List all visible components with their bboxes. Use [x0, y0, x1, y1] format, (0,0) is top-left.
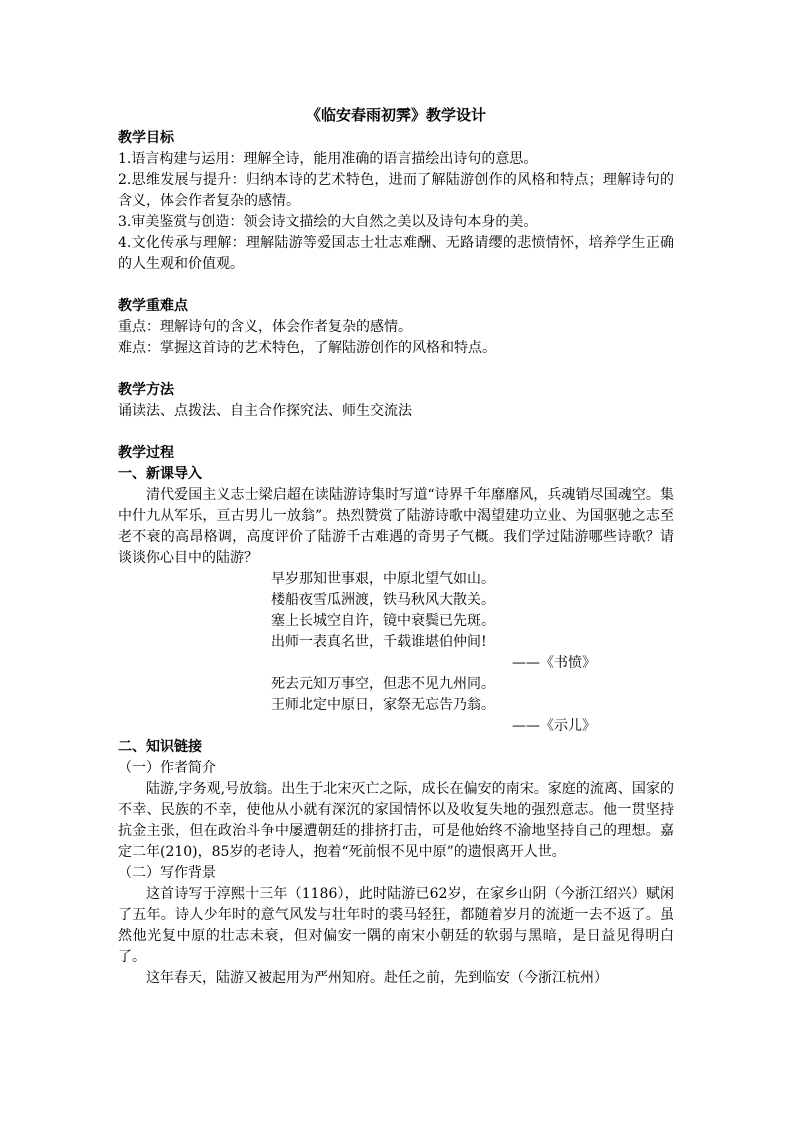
methods-heading: 教学方法: [118, 382, 174, 398]
poem-line: 出师一表真名世，千载谁堪伯仲间!: [271, 634, 487, 650]
background-paragraph: 这年春天，陆游又被起用为严州知府。赴任之前，先到临安（今浙江杭州）: [146, 970, 608, 986]
subsection-heading: （二）写作背景: [118, 865, 216, 881]
objective-item: 4.文化传承与理解：理解陆游等爱国志士壮志难酬、无路请缨的悲愤情怀，培养学生正确的人生观和价值观。: [118, 235, 674, 272]
poem-line: 死去元知万事空，但悲不见九州同。: [271, 676, 495, 692]
document-page: [118, 104, 674, 989]
methods-text: 诵读法、点拨法、自主合作探究法、师生交流法: [118, 403, 412, 419]
process-heading: 教学过程: [118, 445, 174, 461]
document-title: 《临安春雨初霁》教学设计: [305, 106, 486, 124]
key-point-focus: 重点：理解诗句的含义，体会作者复杂的感情。: [118, 319, 412, 335]
poem-line: 楼船夜雪瓜洲渡，铁马秋风大散关。: [271, 592, 495, 608]
poem-line: 王师北定中原日，家祭无忘告乃翁。: [271, 697, 495, 713]
poem-source: ——《书愤》: [512, 655, 596, 671]
objective-item: 1.语言构建与运用：理解全诗，能用准确的语言描绘出诗句的意思。: [118, 151, 538, 167]
key-points-heading: 教学重难点: [118, 298, 188, 314]
background-paragraph: 这首诗写于淳熙十三年（1186），此时陆游已62岁，在家乡山阴（今浙江绍兴）赋闲了五年。诗人少年时的意气风发与壮年时的裘马轻狂，都随着岁月的流逝一去不返了。虽然他光复中原的壮志未衰，但对偏安一隅的南宋小朝廷的软弱与黑暗，是日益见得明白了。: [118, 886, 674, 965]
subsection-heading: （一）作者简介: [118, 760, 216, 776]
objective-item: 2.思维发展与提升：归纳本诗的艺术特色，进而了解陆游创作的风格和特点；理解诗句的含义，体会作者复杂的感情。: [118, 172, 674, 209]
section-heading: 二、知识链接: [118, 739, 202, 755]
poem-source: ——《示儿》: [512, 718, 596, 734]
poem-shier: [271, 674, 674, 716]
key-point-difficulty: 难点：掌握这首诗的艺术特色，了解陆游创作的风格和特点。: [118, 340, 496, 356]
section-heading: 一、新课导入: [118, 466, 202, 482]
objective-item: 3.审美鉴赏与创造：领会诗文描绘的大自然之美以及诗句本身的美。: [118, 214, 538, 230]
poem-line: 早岁那知世事艰，中原北望气如山。: [271, 571, 495, 587]
poem-line: 塞上长城空自许，镜中衰鬓已先斑。: [271, 613, 495, 629]
author-paragraph: 陆游,字务观,号放翁。出生于北宋灭亡之际，成长在偏安的南宋。家庭的流离、国家的不幸、民族的不幸，使他从小就有深沉的家国情怀以及收复失地的强烈意志。他一贯坚持抗金主张，但在政治斗争中屡遭朝廷的排挤打击，可是他始终不渝地坚持自己的理想。嘉定二年(210)，85岁的老诗人，抱着“死前恨不见中原”的遗恨离开人世。: [118, 781, 674, 860]
poem-shufen: [271, 569, 674, 653]
objectives-heading: 教学目标: [118, 130, 174, 146]
intro-paragraph: 清代爱国主义志士梁启超在读陆游诗集时写道“诗界千年靡靡风，兵魂销尽国魂空。集中什九从军乐，亘古男儿一放翁”。热烈赞赏了陆游诗歌中渴望建功立业、为国驱驰之志至老不衰的高昂格调，高度评价了陆游千古难遇的奇男子气概。我们学过陆游哪些诗歌？请谈谈你心目中的陆游？: [118, 487, 674, 566]
